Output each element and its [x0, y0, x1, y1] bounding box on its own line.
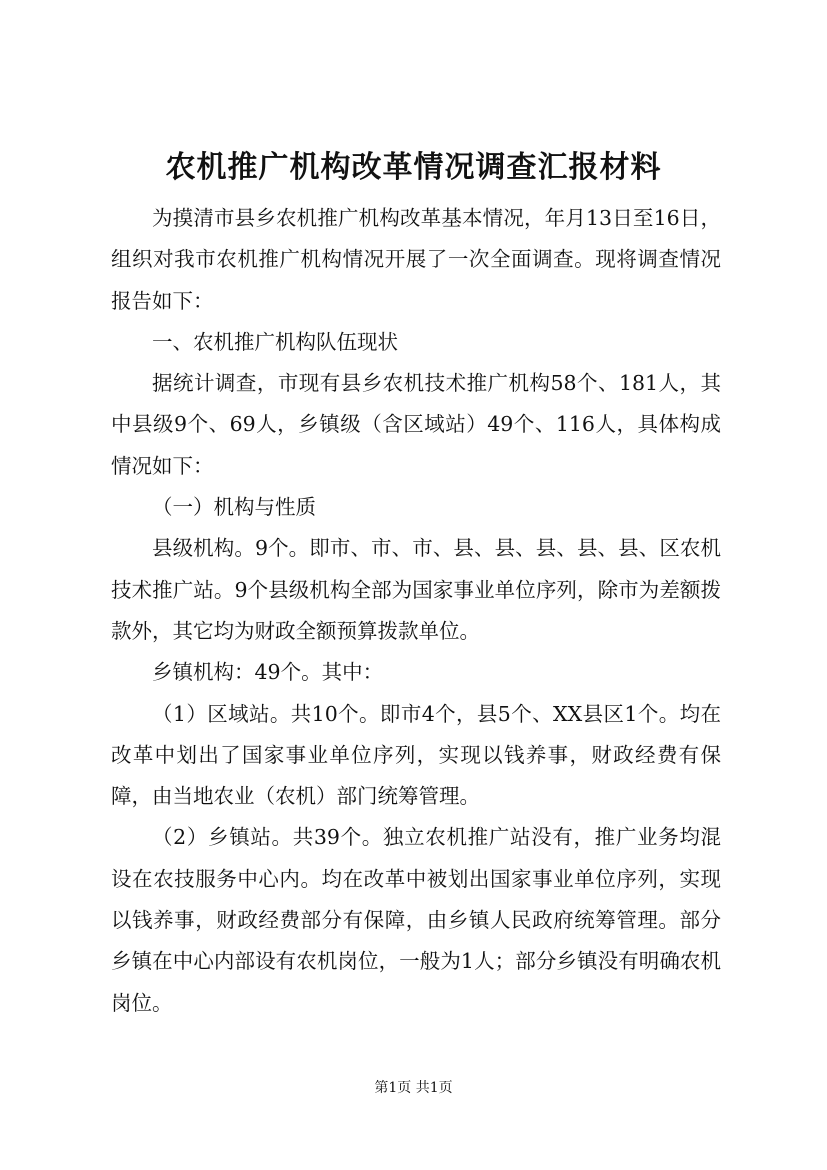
document-title: 农机推广机构改革情况调查汇报材料 [165, 150, 662, 185]
subsection-heading-1: （一）机构与性质 [152, 495, 316, 520]
paragraph-intro: 为摸清市县乡农机推广机构改革基本情况，年月13日至16日，组织对我市农机推广机构情况开展了一次全面调查。现将调查情况报告如下： [111, 206, 721, 313]
document-body [111, 198, 721, 1024]
paragraph-county-agencies: 县级机构。9个。即市、市、市、县、县、县、县、县、区农机技术推广站。9个县级机构全部为国家事业单位序列，除市为差额拨款外，其它均为财政全额预算拨款单位。 [111, 536, 721, 643]
paragraph-regional-stations: （1）区域站。共10个。即市4个，县5个、XX县区1个。均在改革中划出了国家事业单位序列，实现以钱养事，财政经费有保障，由当地农业（农机）部门统筹管理。 [111, 701, 721, 809]
section-heading-1: 一、农机推广机构队伍现状 [152, 329, 398, 354]
paragraph-township-agencies: 乡镇机构：49个。其中： [152, 660, 384, 685]
paragraph-statistics: 据统计调查，市现有县乡农机技术推广机构58个、181人，其中县级9个、69人，乡镇级（含区域站）49个、116人，具体构成情况如下： [111, 371, 721, 478]
page-number-footer: 第1页 共1页 [374, 1080, 453, 1096]
paragraph-township-stations: （2）乡镇站。共39个。独立农机推广站没有，推广业务均混设在农技服务中心内。均在改革中被划出国家事业单位序列，实现以钱养事，财政经费部分有保障，由乡镇人民政府统筹管理。部分乡镇在中心内部设有农机岗位，一般为1人；部分乡镇没有明确农机岗位。 [111, 825, 721, 1015]
